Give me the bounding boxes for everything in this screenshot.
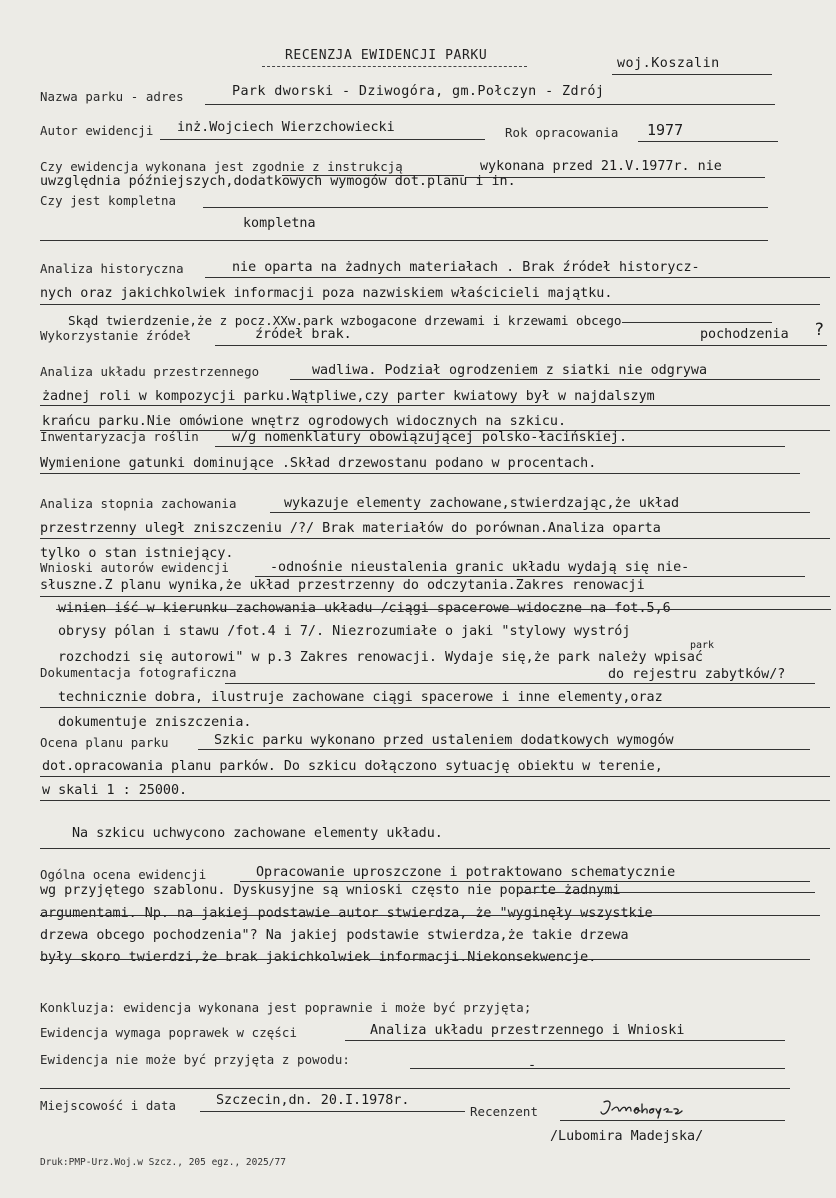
historical-line1: nie oparta na żadnych materiałach . Brak źródeł historycz- — [232, 260, 700, 275]
conclusions-line1-underline — [255, 576, 805, 577]
place-value: Szczecin,dn. 20.I.1978r. — [216, 1093, 410, 1108]
preservation-label: Analiza stopnia zachowania — [40, 496, 237, 511]
sources-insert-strike — [622, 322, 772, 323]
photodoc-underline-1 — [225, 683, 815, 684]
reviewer-label: Recenzent — [470, 1104, 539, 1119]
verdict-corrections-underline — [345, 1040, 785, 1041]
preservation-line3: tylko o stan istniejący. — [40, 546, 234, 561]
conclusions-line4: obrysy pólan i stawu /fot.4 i 7/. Niezrozumiałe o jaki "stylowy wystrój — [58, 624, 631, 639]
author-label: Autor ewidencji — [40, 123, 154, 138]
park-label: Nazwa parku - adres — [40, 89, 184, 104]
conclusions-insert-word: park — [690, 640, 715, 651]
sources-label: Wykorzystanie źródeł — [40, 328, 192, 343]
spatial-line3: krańcu parku.Nie omówione wnętrz ogrodowych widocznych na szkicu. — [42, 414, 567, 429]
general-line3: argumentami. Np. na jakiej podstawie autor stwierdza, że "wyginęły wszystkie — [40, 906, 653, 921]
preservation-line2-underline — [40, 538, 830, 539]
verdict-reject-label: Ewidencja nie może być przyjęta z powodu: — [40, 1052, 350, 1067]
photodoc-line2: dokumentuje zniszczenia. — [58, 715, 252, 730]
preservation-line2: przestrzenny uległ zniszczeniu /?/ Brak materiałów do porównan.Analiza oparta — [40, 521, 661, 536]
plants-line1-underline — [215, 446, 785, 447]
general-label: Ogólna ocena ewidencji — [40, 867, 207, 882]
spatial-line2-underline — [40, 405, 830, 406]
plants-line2-underline — [40, 473, 800, 474]
planeval-line2-underline — [40, 776, 830, 777]
verdict-reject-underline — [410, 1068, 785, 1069]
general-line4: drzewa obcego pochodzenia"? Na jakiej podstawie stwierdza,że takie drzewa — [40, 928, 629, 943]
conclusions-line3-strike — [56, 609, 831, 610]
spatial-line2: żadnej roli w kompozycji parku.Wątpliwe,czy parter kwiatowy był w najdalszym — [42, 389, 655, 404]
verdict-reject-value: - — [528, 1058, 537, 1073]
sources-insert: Skąd twierdzenie,że z pocz.XXw.park wzbogacone drzewami i krzewami obcego — [68, 313, 622, 328]
complete-label: Czy jest kompletna — [40, 193, 177, 208]
preservation-line1-underline — [270, 512, 810, 513]
reviewer-underline — [560, 1120, 785, 1121]
author-underline — [160, 139, 485, 140]
conclusions-line5: rozchodzi się autorowi" w p.3 Zakres renowacji. Wydaje się,że park należy wpisać — [58, 650, 703, 665]
compliance-label: Czy ewidencja wykonana jest zgodnie z instrukcją — [40, 159, 403, 174]
verdict-underline-2 — [40, 1088, 790, 1089]
year-underline — [638, 141, 778, 142]
general-line3-strike — [40, 915, 820, 916]
handwritten-signature — [598, 1096, 688, 1122]
preservation-line1: wykazuje elementy zachowane,stwierdzając,że układ — [284, 496, 680, 511]
complete-underline-2 — [40, 240, 768, 241]
conclusions-line2: słuszne.Z planu wynika,że układ przestrzenny do odczytania.Zakres renowacji — [40, 578, 645, 593]
complete-underline-1 — [203, 207, 768, 208]
planeval-line3: w skali 1 : 25000. — [42, 783, 188, 798]
reviewer-name: /Lubomira Madejska/ — [550, 1129, 704, 1144]
verdict-conclusion: Konkluzja: ewidencja wykonana jest poprawnie i może być przyjęta; — [40, 1000, 532, 1015]
spatial-label: Analiza układu przestrzennego — [40, 364, 260, 379]
conclusions-line6: do rejestru zabytków/? — [608, 667, 786, 682]
general-line5: były skoro twierdzi,że brak jakichkolwiek informacji.Niekonsekwencje. — [40, 950, 597, 965]
planeval-line4-underline — [40, 848, 830, 849]
title-underline — [262, 66, 527, 67]
verdict-corrections-label: Ewidencja wymaga poprawek w części — [40, 1025, 298, 1040]
print-info: Druk:PMP-Urz.Woj.w Szcz., 205 egz., 2025/77 — [40, 1157, 286, 1168]
planeval-line2: dot.opracowania planu parków. Do szkicu dołączono sytuację obiektu w terenie, — [42, 759, 663, 774]
compliance-line1: wykonana przed 21.V.1977r. nie — [480, 159, 722, 174]
compliance-line2: uwzględnia późniejszych,dodatkowych wymogów dot.planu i in. — [40, 174, 516, 189]
sources-value2: pochodzenia — [700, 327, 789, 342]
conclusions-line2-underline — [40, 596, 830, 597]
general-line5-strike — [40, 959, 810, 960]
historical-line2-underline — [40, 304, 820, 305]
spatial-line1-underline — [290, 379, 820, 380]
plants-line2: Wymienione gatunki dominujące .Skład drzewostanu podano w procentach. — [40, 456, 597, 471]
sources-underline — [215, 345, 827, 346]
general-line1-underline — [240, 881, 810, 882]
plants-label: Inwentaryzacja roślin — [40, 429, 199, 444]
voivodeship: woj.Koszalin — [617, 56, 720, 71]
general-line2: wg przyjętego szablonu. Dyskusyjne są wnioski często nie poparte żadnymi — [40, 883, 621, 898]
photodoc-label: Dokumentacja fotograficzna — [40, 665, 237, 680]
form-title: RECENZJA EWIDENCJI PARKU — [285, 48, 488, 63]
sources-qmark: ? — [814, 320, 825, 340]
complete-value: kompletna — [243, 216, 316, 231]
year-value: 1977 — [647, 121, 684, 139]
historical-line2: nych oraz jakichkolwiek informacji poza nazwiskiem właścicieli majątku. — [40, 286, 613, 301]
verdict-corrections-value: Analiza układu przestrzennego i Wnioski — [370, 1023, 685, 1038]
planeval-line4: Na szkicu uchwycono zachowane elementy układu. — [72, 826, 443, 841]
historical-label: Analiza historyczna — [40, 261, 184, 276]
general-line2-strike — [520, 892, 815, 893]
conclusions-line1: -odnośnie nieustalenia granic układu wydają się nie- — [270, 560, 690, 575]
sources-value: źródeł brak. — [255, 327, 352, 342]
park-value: Park dworski - Dziwogóra, gm.Połczyn - Zdrój — [232, 84, 605, 99]
voivodeship-underline — [612, 74, 772, 75]
park-underline — [205, 104, 775, 105]
planeval-line1-underline — [198, 749, 810, 750]
conclusions-label: Wnioski autorów ewidencji — [40, 560, 229, 575]
planeval-line1: Szkic parku wykonano przed ustaleniem dodatkowych wymogów — [214, 733, 674, 748]
spatial-line1: wadliwa. Podział ogrodzeniem z siatki nie odgrywa — [312, 363, 708, 378]
conclusions-line3: winien iść w kierunku zachowania układu /ciągi spacerowe widoczne na fot.5,6 — [58, 601, 671, 616]
place-label: Miejscowość i data — [40, 1098, 177, 1113]
year-label: Rok opracowania — [505, 125, 619, 140]
planeval-line3-underline — [40, 800, 830, 801]
place-underline — [200, 1111, 465, 1112]
planeval-label: Ocena planu parku — [40, 735, 169, 750]
historical-line1-underline — [205, 277, 830, 278]
general-line1: Opracowanie uproszczone i potraktowano schematycznie — [256, 865, 676, 880]
photodoc-line1-underline — [40, 707, 830, 708]
photodoc-line1: technicznie dobra, ilustruje zachowane ciągi spacerowe i inne elementy,oraz — [58, 690, 663, 705]
author-value: inż.Wojciech Wierzchowiecki — [177, 120, 395, 135]
plants-line1: w/g nomenklatury obowiązującej polsko-łacińskiej. — [232, 430, 628, 445]
